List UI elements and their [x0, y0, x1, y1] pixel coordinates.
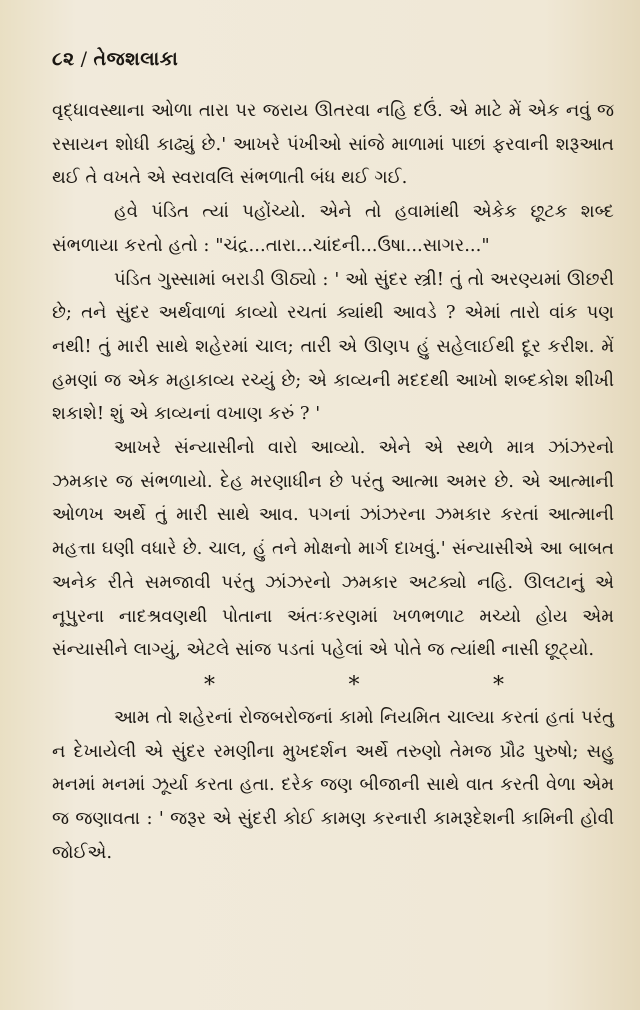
paragraph-city: આમ તો શહેરનાં રોજબરોજનાં કામો નિયમિત ચાલ્યા કરતાં હતાં પરંતુ ન દેખાયેલી એ સુંદર રમણીના મુખદર્શન અર્થે તરુણો તેમજ પ્રૌઢ પુરુષો; સહુ મનમાં મનમાં ઝૂર્યા કરતા હતા. દરેક જણ બીજાની સાથે વાત કરતી વેળા એમ જ જણાવતા : ' જરૂર એ સુંદરી કોઈ કામણ કરનારી કામરૂદેશની કામિની હોવી જોઈએ.	[52, 706, 614, 863]
running-head	[52, 48, 614, 70]
book-title: તેજશલાકા	[93, 48, 179, 70]
page-number: ૮૨	[52, 48, 75, 70]
paragraph-pandit-speech: પંડિત ગુસ્સામાં બરાડી ઊઠ્યો : ' ઓ સુંદર સ્ત્રી! તું તો અરણ્યમાં ઊછરી છે; તને સુંદર અર્થવાળાં કાવ્યો રચતાં ક્યાંથી આવડે ? એમાં તારો વાંક પણ નથી! તું મારી સાથે શહેરમાં ચાલ; તારી એ ઊણપ હું સહેલાઈથી દૂર કરીશ. મેં હમણાં જ એક મહાકાવ્ય રચ્યું છે; એ કાવ્યની મદદથી આખો શબ્દકોશ શીખી શકાશે! શું એ કાવ્યનાં વખાણ કરું ? '	[52, 268, 614, 425]
section-break-star: *	[204, 672, 215, 698]
section-break-star: *	[348, 672, 360, 698]
paragraph-continuation: વૃદ્ધાવસ્થાના ઓળા તારા પર જરાય ઊતરવા નહિ દઉં. એ માટે મેં એક નવું જ રસાયન શોધી કાઢ્યું છે.' આખરે પંખીઓ સાંજે માળામાં પાછાં ફરવાની શરૂઆત થઈ તે વખતે એ સ્વરાવલિ સંભળાતી બંધ થઈ ગઈ.	[52, 100, 614, 189]
paragraph-pandit-arrives: હવે પંડિત ત્યાં પહોંચ્યો. એને તો હવામાંથી એકેક છૂટક શબ્દ સંભળાયા કરતો હતો : "ચંદ્ર...તારા...ચાંદની...ઉષા...સાગર..."	[52, 201, 614, 256]
page-body	[52, 94, 614, 869]
paragraph-sanyasi: આખરે સંન્યાસીનો વારો આવ્યો. એને એ સ્થળે માત્ર ઝાંઝરનો ઝમકાર જ સંભળાયો. દેહ મરણાધીન છે પરંતુ આત્મા અમર છે. એ આત્માની ઓળખ અર્થે તું મારી સાથે આવ. પગનાં ઝાંઝરના ઝમકાર કરતાં આત્માની મહત્તા ઘણી વધારે છે. ચાલ, હું તને મોક્ષનો માર્ગ દાખવું.' સંન્યાસીએ આ બાબત અનેક રીતે સમજાવી પરંતુ ઝાંઝરનો ઝમકાર અટક્યો નહિ. ઊલટાનું એ નૂપુરના નાદશ્રવણથી પોતાના અંતઃકરણમાં ખળભળાટ મચ્યો હોય એમ સંન્યાસીને લાગ્યું, એટલે સાંજ પડતાં પહેલાં એ પોતે જ ત્યાંથી નાસી છૂટ્યો.	[52, 437, 614, 661]
section-break	[204, 671, 504, 701]
header-separator: /	[80, 48, 88, 70]
section-break-star: *	[493, 672, 504, 698]
